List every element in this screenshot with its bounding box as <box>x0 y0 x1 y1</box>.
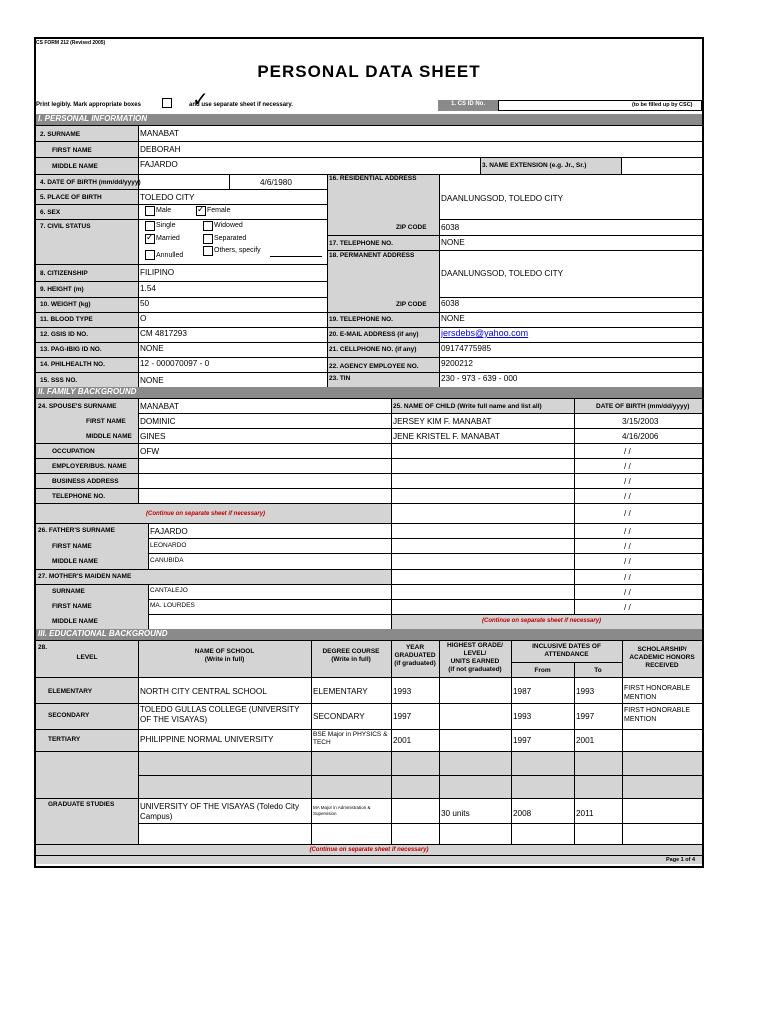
empty-child-dob: / / <box>624 542 631 551</box>
business-address-label: BUSINESS ADDRESS <box>52 478 119 485</box>
tel19-label: 19. TELEPHONE NO. <box>329 316 393 323</box>
father-surname-value: FAJARDO <box>150 527 188 536</box>
children-continue-note: (Continue on separate sheet if necessary) <box>482 618 602 624</box>
sss-label: 15. SSS NO. <box>40 377 78 384</box>
spouse-middle-label: MIDDLE NAME <box>86 433 132 440</box>
col-year-3: (if graduated) <box>394 660 436 667</box>
empty-child-dob: / / <box>624 557 631 566</box>
section-title: I. PERSONAL INFORMATION <box>38 114 148 123</box>
father-first-label: FIRST NAME <box>52 543 92 550</box>
col-school: NAME OF SCHOOL <box>194 648 255 655</box>
cs-id-note: (to be filled up by CSC) <box>632 102 693 108</box>
section-family-background-header <box>36 387 702 398</box>
empty-child-dob: / / <box>624 477 631 486</box>
col-dates: INCLUSIVE DATES OF <box>532 643 601 650</box>
perm-zip-value: 6038 <box>441 299 460 308</box>
graduate-school: UNIVERSITY OF THE VISAYAS (Toledo City Campus) <box>140 802 300 821</box>
pob-label: 5. PLACE OF BIRTH <box>40 194 102 201</box>
tertiary-to: 2001 <box>576 736 595 745</box>
graduate-to: 2011 <box>576 809 594 818</box>
occupation-label: OCCUPATION <box>52 448 95 455</box>
employer-label: EMPLOYER/BUS. NAME <box>52 463 127 470</box>
empty-child-dob: / / <box>624 527 631 536</box>
dob-value: 4/6/1980 <box>260 178 292 187</box>
page-title: PERSONAL DATA SHEET <box>257 62 481 81</box>
empty-child-dob: / / <box>624 603 631 612</box>
col-from: From <box>534 667 551 674</box>
married-label: Married <box>156 235 180 242</box>
empty-child-dob: / / <box>624 588 631 597</box>
col-grade: HIGHEST GRADE/ <box>447 642 503 649</box>
spouse-middle-value: GINES <box>140 432 166 441</box>
tertiary-label: TERTIARY <box>48 736 81 743</box>
annulled-label: Annulled <box>156 252 184 259</box>
col-grade-2: LEVEL/ <box>463 650 487 657</box>
graduate-units: 30 units <box>441 809 470 818</box>
child-name: JERSEY KIM F. MANABAT <box>393 417 492 426</box>
empty-child-dob: / / <box>624 492 631 501</box>
email-label: 20. E-MAIL ADDRESS (if any) <box>329 331 419 338</box>
secondary-degree: SECONDARY <box>313 712 365 721</box>
gsis-label: 12. GSIS ID NO. <box>40 331 89 338</box>
secondary-from: 1993 <box>513 712 532 721</box>
residential-address-label: 16. RESIDENTIAL ADDRESS <box>329 175 417 182</box>
middle-name-value: FAJARDO <box>140 160 178 169</box>
male-label: Male <box>156 207 172 214</box>
empty-child-dob: / / <box>624 447 631 456</box>
pob-value: TOLEDO CITY <box>140 193 195 202</box>
col-honors-3: RECEIVED <box>645 662 679 669</box>
father-middle-value: CANUBIDA <box>150 557 184 564</box>
tin-value: 230 - 973 - 639 - 000 <box>441 374 518 383</box>
col-dates-2: ATTENDANCE <box>544 651 589 658</box>
form-code: CS FORM 212 (Revised 2005) <box>36 40 106 46</box>
first-name-label: FIRST NAME <box>52 147 92 154</box>
col-grade-3: UNITS EARNED <box>450 658 500 665</box>
col-year-2: GRADUATED <box>394 652 436 659</box>
citizenship-label: 8. CITIZENSHIP <box>40 270 88 277</box>
gsis-value: CM 4817293 <box>140 329 187 338</box>
cellphone-label: 21. CELLPHONE NO. (if any) <box>329 346 417 353</box>
perm-zip-label: ZIP CODE <box>396 301 427 308</box>
tel17-value: NONE <box>441 238 465 247</box>
section-title: II. FAMILY BACKGROUND <box>38 387 137 396</box>
agency-value: 9200212 <box>441 359 473 368</box>
spouse-surname-value: MANABAT <box>140 402 179 411</box>
male-checkbox[interactable] <box>145 206 155 216</box>
child-name: JENE KRISTEL F. MANABAT <box>393 432 500 441</box>
elementary-to: 1993 <box>576 687 595 696</box>
permanent-address-value: DAANLUNGSOD, TOLEDO CITY <box>441 269 564 278</box>
education-continue-note: (Continue on separate sheet if necessary) <box>309 847 429 853</box>
col-to: To <box>594 667 602 674</box>
cs-id-label: 1. CS ID No. <box>451 101 486 107</box>
female-check-icon: ✓ <box>197 204 205 214</box>
edu-number: 28. <box>38 644 48 651</box>
check-mark-icon: ✓ <box>192 89 209 111</box>
spouse-telephone-label: TELEPHONE NO. <box>52 493 106 500</box>
col-level: LEVEL <box>76 654 98 661</box>
secondary-to: 1997 <box>576 712 595 721</box>
col-honors-2: ACADEMIC HONORS <box>629 654 695 661</box>
elementary-honors: FIRST HONORABLE MENTION <box>624 685 690 701</box>
tertiary-year: 2001 <box>393 736 412 745</box>
personal-data-sheet-form <box>34 37 704 868</box>
secondary-honors: FIRST HONORABLE MENTION <box>624 707 690 723</box>
secondary-year: 1997 <box>393 712 412 721</box>
level-label-column <box>36 640 138 851</box>
instruction-left: Print legibly. Mark appropriate boxes <box>36 102 141 108</box>
label-column-right <box>327 174 439 387</box>
married-check-icon: ✓ <box>146 232 154 242</box>
child-dob: 4/16/2006 <box>622 432 659 441</box>
page-number: Page 1 of 4 <box>666 857 696 863</box>
philhealth-label: 14. PHILHEALTH NO. <box>40 361 105 368</box>
pagibig-label: 13. PAG-IBIG ID NO. <box>40 346 102 353</box>
annulled-checkbox[interactable] <box>145 250 155 260</box>
citizenship-value: FILIPINO <box>140 268 175 277</box>
section-education-header <box>36 629 702 640</box>
spouse-first-value: DOMINIC <box>140 417 176 426</box>
widowed-label: Widowed <box>214 222 243 229</box>
spouse-surname-label: 24. SPOUSE'S SURNAME <box>38 403 117 410</box>
agency-label: 22. AGENCY EMPLOYEE NO. <box>329 363 419 370</box>
elementary-label: ELEMENTARY <box>48 688 93 695</box>
occupation-value: OFW <box>140 447 160 456</box>
mother-surname-label: SURNAME <box>52 588 85 595</box>
pagibig-value: NONE <box>140 344 164 353</box>
mother-middle-label: MIDDLE NAME <box>52 618 98 625</box>
elementary-year: 1993 <box>393 687 412 696</box>
email-link[interactable]: jersdebs@yahoo.com <box>441 328 529 338</box>
dob-label: 4. DATE OF BIRTH (mm/dd/yyyy) <box>40 179 141 186</box>
empty-child-dob: / / <box>624 462 631 471</box>
first-name-value: DEBORAH <box>140 145 181 154</box>
blood-type-label: 11. BLOOD TYPE <box>40 316 93 323</box>
tin-label: 23. TIN <box>329 375 351 382</box>
res-zip-value: 6038 <box>441 223 460 232</box>
civil-status-label: 7. CIVIL STATUS <box>40 223 91 230</box>
col-honors: SCHOLARSHIP/ <box>637 646 687 653</box>
surname-value: MANABAT <box>140 129 179 138</box>
secondary-school: TOLEDO GULLAS COLLEGE (UNIVERSITY OF THE VISAYAS) <box>140 705 300 724</box>
height-value: 1.54 <box>140 284 156 293</box>
children-label: 25. NAME OF CHILD (Write full name and list all) <box>393 403 542 410</box>
mother-first-value: MA. LOURDES <box>150 602 195 609</box>
tertiary-from: 1997 <box>513 736 532 745</box>
height-label: 9. HEIGHT (m) <box>40 286 84 293</box>
elementary-degree: ELEMENTARY <box>313 687 368 696</box>
others-checkbox[interactable] <box>203 246 213 256</box>
name-extension-label: 3. NAME EXTENSION (e.g. Jr., Sr.) <box>482 162 587 169</box>
tel19-value: NONE <box>441 314 465 323</box>
weight-value: 50 <box>140 299 150 308</box>
tel17-label: 17. TELEPHONE NO. <box>329 240 393 247</box>
residential-address-value: DAANLUNGSOD, TOLEDO CITY <box>441 194 564 203</box>
sex-label: 6. SEX <box>40 209 61 216</box>
col-degree: DEGREE COURSE <box>322 648 380 655</box>
separated-checkbox[interactable] <box>203 234 213 244</box>
res-zip-label: ZIP CODE <box>396 224 427 231</box>
sss-value: NONE <box>140 376 164 385</box>
empty-child-dob: / / <box>624 509 631 518</box>
weight-label: 10. WEIGHT (kg) <box>40 301 91 308</box>
section-personal-info-header <box>36 114 702 125</box>
elementary-from: 1987 <box>513 687 532 696</box>
elementary-school: NORTH CITY CENTRAL SCHOOL <box>140 687 267 696</box>
graduate-degree: MA Major in Administration & Supervision <box>313 805 371 816</box>
mother-maiden-label: 27. MOTHER'S MAIDEN NAME <box>38 573 132 580</box>
blood-type-value: O <box>140 314 147 323</box>
secondary-label: SECONDARY <box>48 712 90 719</box>
sample-checkbox <box>162 98 172 108</box>
col-school-sub: (Write in full) <box>204 656 245 663</box>
tertiary-school: PHILIPPINE NORMAL UNIVERSITY <box>140 735 274 744</box>
section-title: III. EDUCATIONAL BACKGROUND <box>38 629 168 638</box>
graduate-from: 2008 <box>513 809 532 818</box>
others-label: Others, specify <box>214 247 261 254</box>
father-surname-label: 26. FATHER'S SURNAME <box>38 527 115 534</box>
spouse-first-label: FIRST NAME <box>86 418 126 425</box>
surname-label: 2. SURNAME <box>40 131 81 138</box>
cellphone-value: 09174775985 <box>441 344 492 353</box>
col-degree-sub: (Write in full) <box>331 656 371 663</box>
separated-label: Separated <box>214 235 247 242</box>
middle-name-label: MIDDLE NAME <box>52 163 98 170</box>
child-dob: 3/15/2003 <box>622 417 659 426</box>
philhealth-value: 12 - 000070097 - 0 <box>140 359 210 368</box>
father-first-value: LEONARDO <box>150 542 187 549</box>
graduate-label: GRADUATE STUDIES <box>48 801 115 808</box>
single-checkbox[interactable] <box>145 221 155 231</box>
widowed-checkbox[interactable] <box>203 221 213 231</box>
col-grade-4: (if not graduated) <box>448 666 502 673</box>
family-continue-note: (Continue on separate sheet if necessary) <box>146 511 266 517</box>
single-label: Single <box>156 222 176 229</box>
col-year: YEAR <box>405 644 425 651</box>
instruction-right: and use separate sheet if necessary. <box>189 102 293 108</box>
mother-first-label: FIRST NAME <box>52 603 92 610</box>
mother-surname-value: CANTALEJO <box>150 587 188 594</box>
permanent-address-label: 18. PERMANENT ADDRESS <box>329 252 415 259</box>
children-dob-label: DATE OF BIRTH (mm/dd/yyyy) <box>596 403 690 410</box>
tertiary-degree: BSE Major in PHYSICS & TECH <box>313 731 388 746</box>
empty-child-dob: / / <box>624 573 631 582</box>
female-label: Female <box>207 207 231 214</box>
father-middle-label: MIDDLE NAME <box>52 558 98 565</box>
